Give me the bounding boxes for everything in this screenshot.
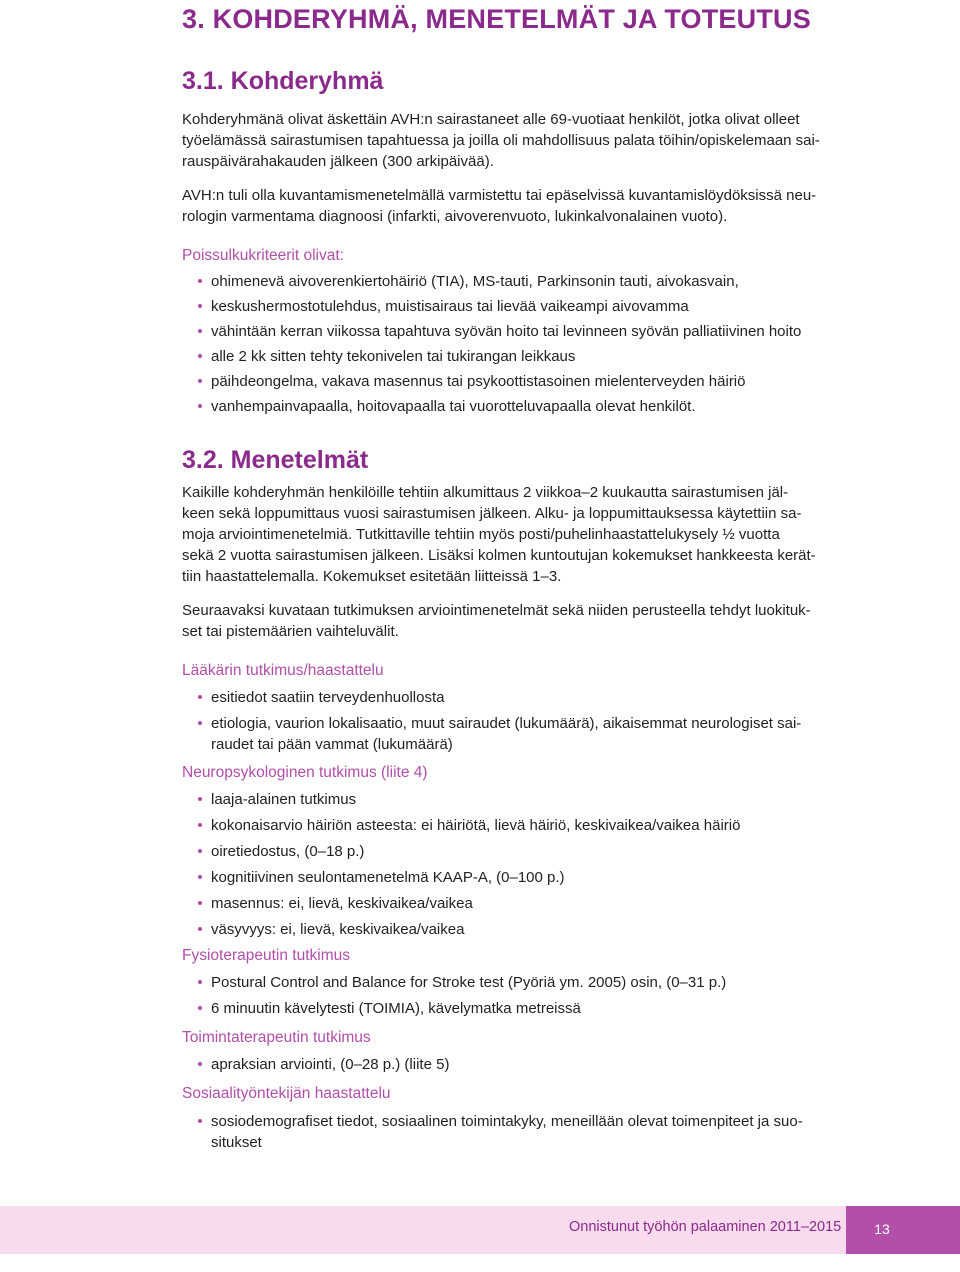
subheading-physician: Lääkärin tutkimus/haastattelu xyxy=(182,662,384,679)
bullet-icon xyxy=(198,823,202,827)
bullet-icon xyxy=(198,329,202,333)
list-item: masennus: ei, lievä, keskivaikea/vaikea xyxy=(182,893,870,914)
bullet-icon xyxy=(198,1119,202,1123)
list-item: laaja-alainen tutkimus xyxy=(182,789,870,810)
bullet-icon xyxy=(198,404,202,408)
bullet-icon xyxy=(198,379,202,383)
list-item: ohimenevä aivoverenkiertohäiriö (TIA), MS-tauti, Parkinsonin tauti, aivokasvain, xyxy=(182,271,870,292)
bullet-icon xyxy=(198,875,202,879)
bullet-icon xyxy=(198,721,202,725)
paragraph-target-group: Kohderyhmänä olivat äskettäin AVH:n sairastaneet alle 69-vuotiaat henkilöt, jotka olivat olleet työelämässä sairastumisen tapahtuessa ja joilla oli mahdollisuus palata töihin/opiskelemaan sai- rauspäivärahakauden jälkeen (300 arkipäivää). xyxy=(182,111,820,170)
bullet-icon xyxy=(198,1006,202,1010)
list-item: apraksian arviointi, (0–28 p.) (liite 5) xyxy=(182,1054,870,1075)
list-item: päihdeongelma, vakava masennus tai psykoottistasoinen mielenterveyden häiriö xyxy=(182,371,870,392)
list-item: kognitiivinen seulontamenetelmä KAAP-A, (0–100 p.) xyxy=(182,867,870,888)
paragraph-methods-intro: Seuraavaksi kuvataan tutkimuksen arviointimenetelmät sekä niiden perusteella tehdyt luokituk- set tai pistemäärien vaihteluvälit. xyxy=(182,602,811,640)
section-title-kohderyhma: 3.1. Kohderyhmä xyxy=(182,67,384,95)
paragraph-diagnosis: AVH:n tuli olla kuvantamismenetelmällä varmistettu tai epäselvissä kuvantamislöydöksissä neu- rologin varmentama diagnoosi (infarkti, aivoverenvuoto, lukinkalvonalainen vuoto). xyxy=(182,187,817,225)
list-item: Postural Control and Balance for Stroke test (Pyöriä ym. 2005) osin, (0–31 p.) xyxy=(182,972,870,993)
bullet-icon xyxy=(198,695,202,699)
subheading-occupational-therapist: Toimintaterapeutin tutkimus xyxy=(182,1029,371,1046)
bullet-icon xyxy=(198,354,202,358)
subheading-exclusion-criteria: Poissulkukriteerit olivat: xyxy=(182,247,344,264)
list-item: väsyvyys: ei, lievä, keskivaikea/vaikea xyxy=(182,919,870,940)
chapter-heading: 3. KOHDERYHMÄ, MENETELMÄT JA TOTEUTUS xyxy=(182,4,811,34)
list-item: vanhempainvapaalla, hoitovapaalla tai vuorotteluvapaalla olevat henkilöt. xyxy=(182,396,870,417)
list-item: oiretiedostus, (0–18 p.) xyxy=(182,841,870,862)
bullet-icon xyxy=(198,304,202,308)
physician-list xyxy=(182,687,870,755)
exclusion-list xyxy=(182,271,870,417)
paragraph-measurements: Kaikille kohderyhmän henkilöille tehtiin alkumittaus 2 viikkoa–2 kuukautta sairastumisen jäl- keen sekä loppumittaus vuosi sairastumisen jälkeen. Alku- ja loppumittauksessa käytettiin sa- moja arviointimenetelmiä. Tutkittaville tehtiin myös posti/puhelinhaastattelukysely ½ vuotta sekä 2 vuotta sairastumisen jälkeen. Lisäksi kolmen kuntoutujan kokemukset hankkeesta kerät- tiin haastattelemalla. Kokemukset esitetään liitteissä 1–3. xyxy=(182,484,816,585)
subheading-neuropsychologist: Neuropsykologinen tutkimus (liite 4) xyxy=(182,764,428,781)
bullet-icon xyxy=(198,849,202,853)
list-item: alle 2 kk sitten tehty tekonivelen tai tukirangan leikkaus xyxy=(182,346,870,367)
occupational-therapist-list xyxy=(182,1054,870,1075)
subheading-social-worker: Sosiaalityöntekijän haastattelu xyxy=(182,1085,391,1102)
bullet-icon xyxy=(198,901,202,905)
bullet-icon xyxy=(198,980,202,984)
list-item: esitiedot saatiin terveydenhuollosta xyxy=(182,687,870,708)
bullet-icon xyxy=(198,927,202,931)
bullet-icon xyxy=(198,279,202,283)
subheading-physiotherapist: Fysioterapeutin tutkimus xyxy=(182,947,350,964)
social-worker-list xyxy=(182,1111,870,1153)
bullet-icon xyxy=(198,1062,202,1066)
footer-publication-title: Onnistunut työhön palaaminen 2011–2015 xyxy=(569,1219,842,1235)
list-item: sosiodemografiset tiedot, sosiaalinen toimintakyky, meneillään olevat toimenpiteet ja suo- situkset xyxy=(182,1111,870,1153)
page-number-box xyxy=(846,1206,960,1254)
physiotherapist-list xyxy=(182,972,870,1019)
page-number: 13 xyxy=(874,1221,890,1237)
neuropsychologist-list xyxy=(182,789,870,940)
section-title-menetelmat: 3.2. Menetelmät xyxy=(182,446,369,474)
list-item: kokonaisarvio häiriön asteesta: ei häiriötä, lievä häiriö, keskivaikea/vaikea häiriö xyxy=(182,815,870,836)
list-item: vähintään kerran viikossa tapahtuva syövän hoito tai levinneen syövän palliatiivinen hoito xyxy=(182,321,870,342)
list-item: keskushermostotulehdus, muistisairaus tai lievää vaikeampi aivovamma xyxy=(182,296,870,317)
list-item: etiologia, vaurion lokalisaatio, muut sairaudet (lukumäärä), aikaisemmat neurologiset sai- raudet tai pään vammat (lukumäärä) xyxy=(182,713,870,755)
list-item: 6 minuutin kävelytesti (TOIMIA), kävelymatka metreissä xyxy=(182,998,870,1019)
bullet-icon xyxy=(198,797,202,801)
